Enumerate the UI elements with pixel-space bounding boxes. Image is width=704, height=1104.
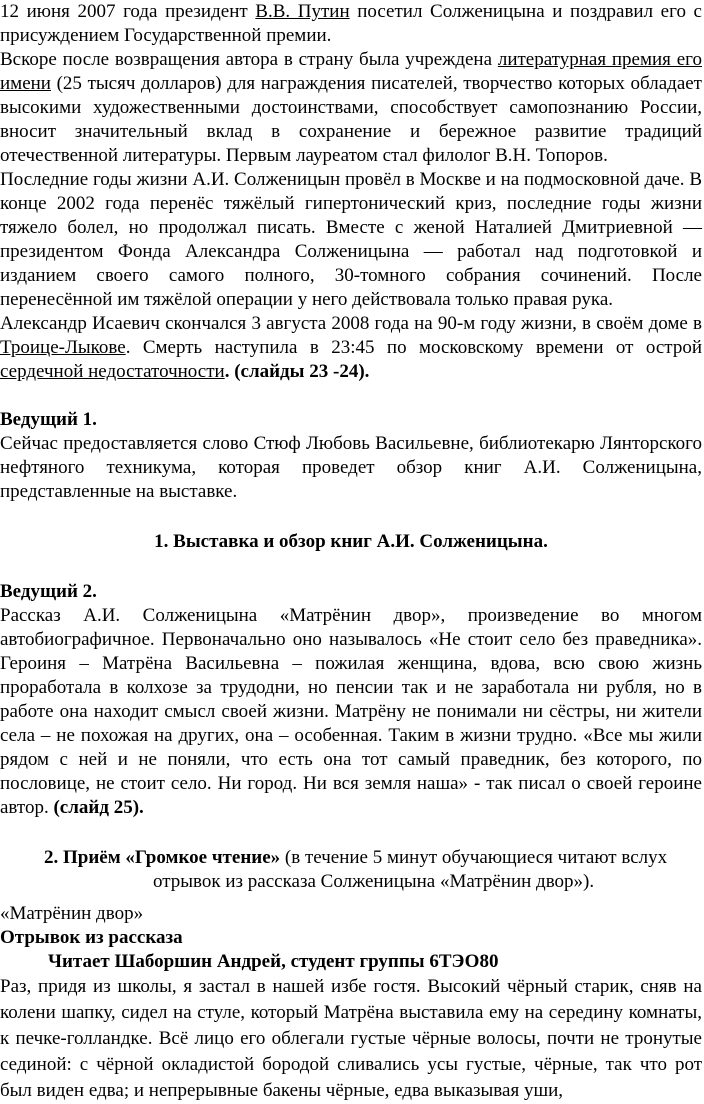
host1-heading: Ведущий 1. (0, 409, 97, 430)
excerpt-label: Отрывок из рассказа (0, 927, 183, 948)
paragraph-last-years: Последние годы жизни А.И. Солженицын провёл в Москве и на подмосковной даче. В конце 2002 года перенёс тяжёлый гипертонический криз, последние годы жизни тяжело болел, но продолжал писать. Вместе с женой Наталией Дмитриевной — президентом Фонда Александра Солженицына — работал над подготовкой и изданием своего самого полного, 30-томного собрания сочинений. После перенесённой им тяжёлой операции у него действовала только правая рука. (0, 169, 702, 310)
section2-heading (0, 846, 702, 870)
paragraph-text: Александр Исаевич скончался 3 августа 2008 года на 90-м году жизни, в своём доме в (0, 313, 702, 334)
section1-heading: 1. Выставка и обзор книг А.И. Солженицына. (154, 531, 548, 552)
paragraph-text: Рассказ А.И. Солженицына «Матрёнин двор», произведение во многом автобиографичное. Первоначально оно называлось «Не стоит село без праведника». Героиня – Матрёна Васильевна – пожилая женщина, вдова, всю свою жизнь проработала в колхозе за трудодни, но пенсии так и не заработала ни рубля, но в работе она находит смысл своей жизни. Матрёну не понимали ни сёстры, ни жители села – не похожая на других, она – особенная. Таким в жизни трудно. «Все мы жили рядом с ней и не поняли, что есть она тот самый праведник, без которого, по пословице, не стоит село. Ни город. Ни вся земля наша» - так писал о своей героине автор. (0, 605, 702, 818)
spacer (0, 894, 702, 902)
section2-note: (в течение 5 минут обучающиеся читают вслух (280, 847, 668, 868)
slides-reference: . (слайды 23 -24). (224, 361, 370, 382)
paragraph-text: Вскоре после возвращения автора в страну была учреждена (0, 49, 498, 70)
paragraph-text: 12 июня 2007 года президент (0, 1, 256, 22)
paragraph-text: посетил Солженицына и поздравил его с присуждением Государственной премии. (0, 1, 702, 46)
paragraph-text: (25 тысяч долларов) для награждения писателей, творчество которых обладает высокими художественными достоинствами, способствует самопознанию России, вносит значительный вклад в сохранение и бережное развитие традиций отечественной литературы. Первым лауреатом стал филолог В.Н. Топоров. (0, 73, 702, 166)
host2-text (0, 604, 702, 820)
link-putin[interactable]: В.В. Путин (255, 1, 350, 22)
section2-title: 2. Приём «Громкое чтение» (44, 847, 281, 868)
spacer (0, 504, 702, 530)
spacer (0, 384, 702, 408)
slide-reference: (слайд 25). (53, 797, 144, 818)
paragraph-putin (0, 0, 702, 48)
host1-text: Сейчас предоставляется слово Стюф Любовь Васильевне, библиотекарю Лянторского нефтяного техникума, которая проведет обзор книг А.И. Солженицына, представленные на выставке. (0, 433, 702, 502)
link-heart-failure[interactable]: сердечной недостаточности (0, 361, 225, 382)
story-title: «Матрёнин двор» (0, 903, 144, 924)
spacer (0, 820, 702, 846)
link-literary-prize[interactable]: литературная премия его имени (0, 49, 702, 94)
paragraph-prize (0, 48, 702, 168)
excerpt-text: Раз, придя из школы, я застал в нашей избе гостя. Высокий чёрный старик, сняв на колени шапку, сидел на стуле, который Матрёна выставила ему на середину комнаты, к печке-голландке. Всё лицо его облегали густые чёрные волосы, почти не тронутые сединой: с чёрной окладистой бородой сливались усы густые, чёрные, так что рот был виден едва; и непрерывные бакены чёрные, едва выказывая уши, (0, 976, 702, 1101)
spacer (0, 554, 702, 580)
host2-heading: Ведущий 2. (0, 581, 97, 602)
link-troitse-lykovo[interactable]: Троице-Лыкове (0, 337, 126, 358)
paragraph-text: . Смерть наступила в 23:45 по московскому времени от острой (125, 337, 702, 358)
section2-note-line2: отрывок из рассказа Солженицына «Матрёнин двор»). (153, 871, 595, 892)
reader-line: Читает Шаборшин Андрей, студент группы 6ТЭО80 (48, 951, 499, 972)
paragraph-death (0, 312, 702, 384)
